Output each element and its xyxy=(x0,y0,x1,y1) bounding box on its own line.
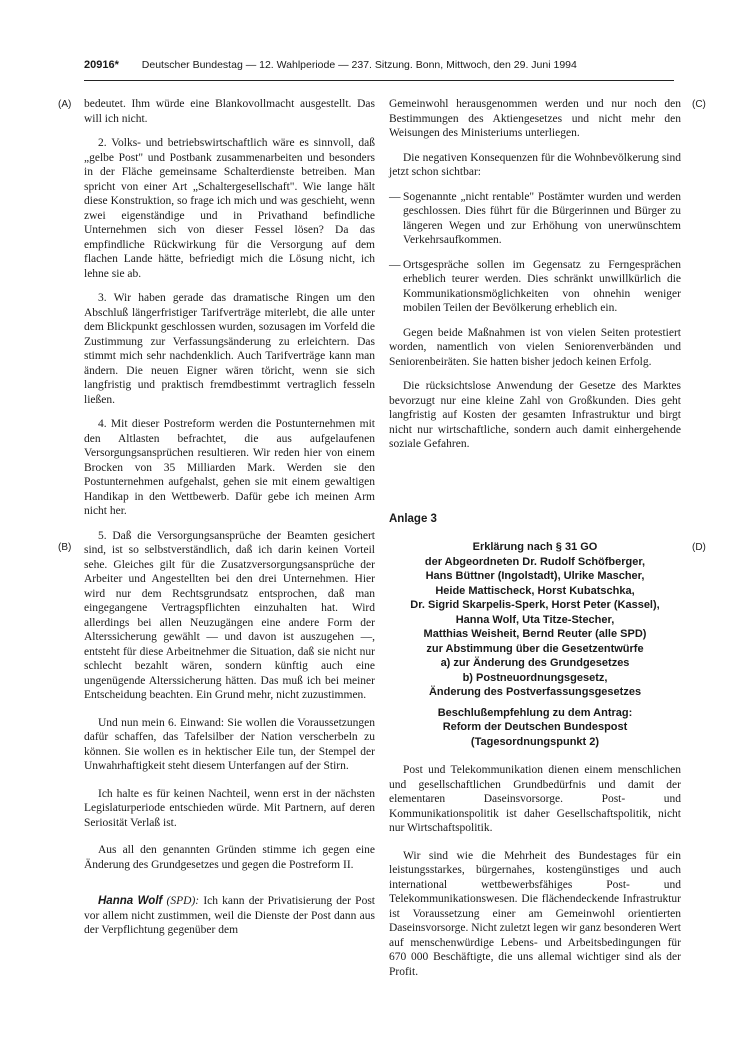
paragraph: Die rücksichtslose Anwendung der Gesetze des Marktes bevorzugt nur eine kleine Zahl von Großkunden. Dies geht langfristig auf Kosten der gesamten Infrastruktur und birgt nicht nur wirtschaftliche, sondern auch damit einhergehende soziale Gefahren. xyxy=(389,380,681,450)
running-title: Deutscher Bundestag — 12. Wahlperiode — 237. Sitzung. Bonn, Mittwoch, den 29. Juni 1994 xyxy=(141,59,577,71)
paragraph: 2. Volks- und betriebswirtschaftlich wäre es sinnvoll, daß „gelbe Post" und Postbank zusammenarbeiten und besonders in der Fläche gemeinsame Schalterdienste betreiben. Man spricht von einer Art „Schaltergesellschaft". Wie lange hält diese Konstruktion, so frage ich mich und was geschieht, wenn zwei eigenständige und in Privathand befindliche Unternehmen sich von dieser Fessel lösen? Da das empfindliche Rückwirkung für die Versorgung auf dem flachen Lande hätte, befriedigt mich die Lösung nicht, ich lehne sie ab. xyxy=(84,137,375,280)
declaration-line: b) Postneuordnungsgesetz, xyxy=(462,671,608,684)
declaration-line: Dr. Sigrid Skarpelis-Sperk, Horst Peter (Kassel), xyxy=(410,599,660,611)
right-column xyxy=(389,97,681,989)
paragraph: Gegen beide Maßnahmen ist von vielen Seiten protestiert worden, namentlich von vielen Seniorenverbänden und Seniorenbeiräten. Sie hatten bisher jedoch keinen Erfolg. xyxy=(389,326,681,368)
recommendation-line: Reform der Deutschen Bundespost xyxy=(442,721,628,733)
header-rule xyxy=(84,80,674,81)
running-header xyxy=(84,59,674,71)
margin-marker-b: (B) xyxy=(58,542,72,553)
declaration-line: a) zur Änderung des Grundgesetzes xyxy=(440,657,630,669)
margin-marker-d: (D) xyxy=(692,542,706,553)
speaker-name: Hanna Wolf xyxy=(98,895,163,907)
paragraph: bedeutet. Ihm würde eine Blankovollmacht ausgestellt. Das will ich nicht. xyxy=(84,98,375,125)
declaration-line: Matthias Weisheit, Bernd Reuter (alle SPD) xyxy=(423,628,647,640)
paragraph: Ich halte es für keinen Nachteil, wenn erst in der nächsten Legislaturperiode entschieden würde. Mit Partnern, auf deren Seriosität Verlaß ist. xyxy=(84,787,375,829)
declaration-heading xyxy=(389,540,681,749)
paragraph: 5. Daß die Versorgungsansprüche der Beamten gesichert sind, ist so selbstverständlich, daß ich darin keinen Vorteil sehe. Gleiches gilt für die Zusatzversorgungsansprüche der Arbeiter und Angestellten bei den drei Unternehmen. Hier wird nur dem Rechtsgrundsatz entsprochen, daß man eingegangene Vertragspflichten einzuhalten hat. Wird allerdings bei allen Neuzugängen eine andere Form der Alterssicherung gewählt — und davon ist auszugehen —, entsteht für diese Arbeitnehmer die Situation, daß sie nicht nur schlecht bezahlt wären, sondern künftig auch eine ungenügende Alterssicherung hätten. Das muß ich bei meiner Entscheidung beachten. Ein Grund mehr, nicht zuzustimmen. xyxy=(84,529,375,701)
dash-bullet: — xyxy=(389,258,401,271)
speaker-paragraph xyxy=(84,894,375,938)
paragraph: Aus all den genannten Gründen stimme ich gegen eine Änderung des Grundgesetzes und gegen die Postreform II. xyxy=(84,844,375,871)
left-column xyxy=(84,97,375,948)
margin-marker-a: (A) xyxy=(58,99,72,110)
paragraph: Post und Telekommunikation dienen einem menschlichen und gesellschaftlichen Grundbedürfnis und damit der elementaren Daseinsvorsorge. Post- und Kommunikationspolitik ist daher Gesellschaftspolitik, nicht nur Wirtschaftspolitik. xyxy=(389,764,681,834)
margin-marker-c: (C) xyxy=(692,99,706,110)
page-number: 20916* xyxy=(84,59,119,71)
list-item-text: Sogenannte „nicht rentable" Postämter wurden und werden geschlossen. Dies führt für die Bürgerinnen und Bürger zu längeren Wegen und zur Erhöhung von unerwünschtem Verkehrsaufkommen. xyxy=(403,190,681,246)
declaration-line: Hans Büttner (Ingolstadt), Ulrike Mascher, xyxy=(425,570,645,582)
declaration-line: Heide Mattischeck, Horst Kubatschka, xyxy=(435,584,635,597)
list-item-text: Ortsgespräche sollen im Gegensatz zu Ferngesprächen erheblich teurer werden. Dies schränkt unwillkürlich die Kommunikationsmöglichkeiten von ohnehin weniger mobilen Teilen der Bevölkerung erheblich ein. xyxy=(403,258,681,314)
paragraph: Die negativen Konsequenzen für die Wohnbevölkerung sind jetzt schon sichtbar: xyxy=(389,151,681,178)
paragraph: 3. Wir haben gerade das dramatische Ringen um den Abschluß längerfristiger Tarifverträge miterlebt, die alle unter dem Blickpunkt geschlossen wurden, sozusagen im Vorfeld die Zustimmung zur Verfassungsänderung zu erleichtern. Das stimmt mich sehr nachdenklich. Auch Tarifverträge kann man ändern. Die neuen Eigner wären töricht, wenn sie sich langfristig und praktisch fremdbestimmt vertraglich fesseln ließen. xyxy=(84,292,375,406)
declaration-line: zur Abstimmung über die Gesetzentwürfe xyxy=(426,642,644,655)
annex-heading: Anlage 3 xyxy=(389,512,437,525)
paragraph: 4. Mit dieser Postreform werden die Postunternehmen mit den Altlasten befrachtet, die aus aufgelaufenen Versorgungsansprüchen resultieren. Wir reden hier von einem Brocken von 35 Milliarden Mark. Werden sie den Postunternehmen aufgehalst, gehen sie mit einem gewaltigen Handikap in den Wettbewerb. Dafür gebe ich meinen Arm nicht her. xyxy=(84,418,375,517)
paragraph: Wir sind wie die Mehrheit des Bundestages für ein leistungsstarkes, bürgernahes, kostengünstiges und auch international wettbewerbsfähiges Post- und Telekommunikationswesen. Die flächendeckende Infrastruktur ist Voraussetzung einer am Gemeinwohl orientierten Daseinsvorsorge. Nicht zuletzt legen wir ganz besonderen Wert auf menschenwürdige Lebens- und Arbeitsbedingungen für 670 000 Beschäftigte, die uns allemal wichtiger sind als der Profit. xyxy=(389,849,681,978)
paragraph: Gemeinwohl herausgenommen werden und nur noch den Bestimmungen des Aktiengesetzes und nicht mehr den Weisungen des Ministeriums unterliegen. xyxy=(389,98,681,139)
declaration-line: Hanna Wolf, Uta Titze-Stecher, xyxy=(455,613,615,626)
list-item xyxy=(389,190,681,248)
speaker-party: (SPD): xyxy=(166,895,200,907)
declaration-line: Erklärung nach § 31 GO xyxy=(472,541,598,553)
paragraph: Und nun mein 6. Einwand: Sie wollen die Voraussetzungen dafür schaffen, das Tafelsilber der Nation verscherbeln zu können. Sie wollen es in hektischer Eile tun, der Stempel der Unwahrhaftigkeit steht diesem Unterfangen auf der Stirn. xyxy=(84,716,375,772)
list-item xyxy=(389,258,681,316)
dash-bullet: — xyxy=(389,190,401,203)
speech-text: Ich kann der Privatisierung der Post vor allem nicht zustimmen, weil die Dienste der Post dann aus der Verpflichtung gegenüber dem xyxy=(84,895,375,936)
recommendation-line: (Tagesordnungspunkt 2) xyxy=(470,735,600,748)
recommendation-line: Beschlußempfehlung zu dem Antrag: xyxy=(437,706,633,719)
declaration-line: Änderung des Postverfassungsgesetzes xyxy=(428,686,642,698)
declaration-line: der Abgeordneten Dr. Rudolf Schöfberger, xyxy=(424,555,646,568)
